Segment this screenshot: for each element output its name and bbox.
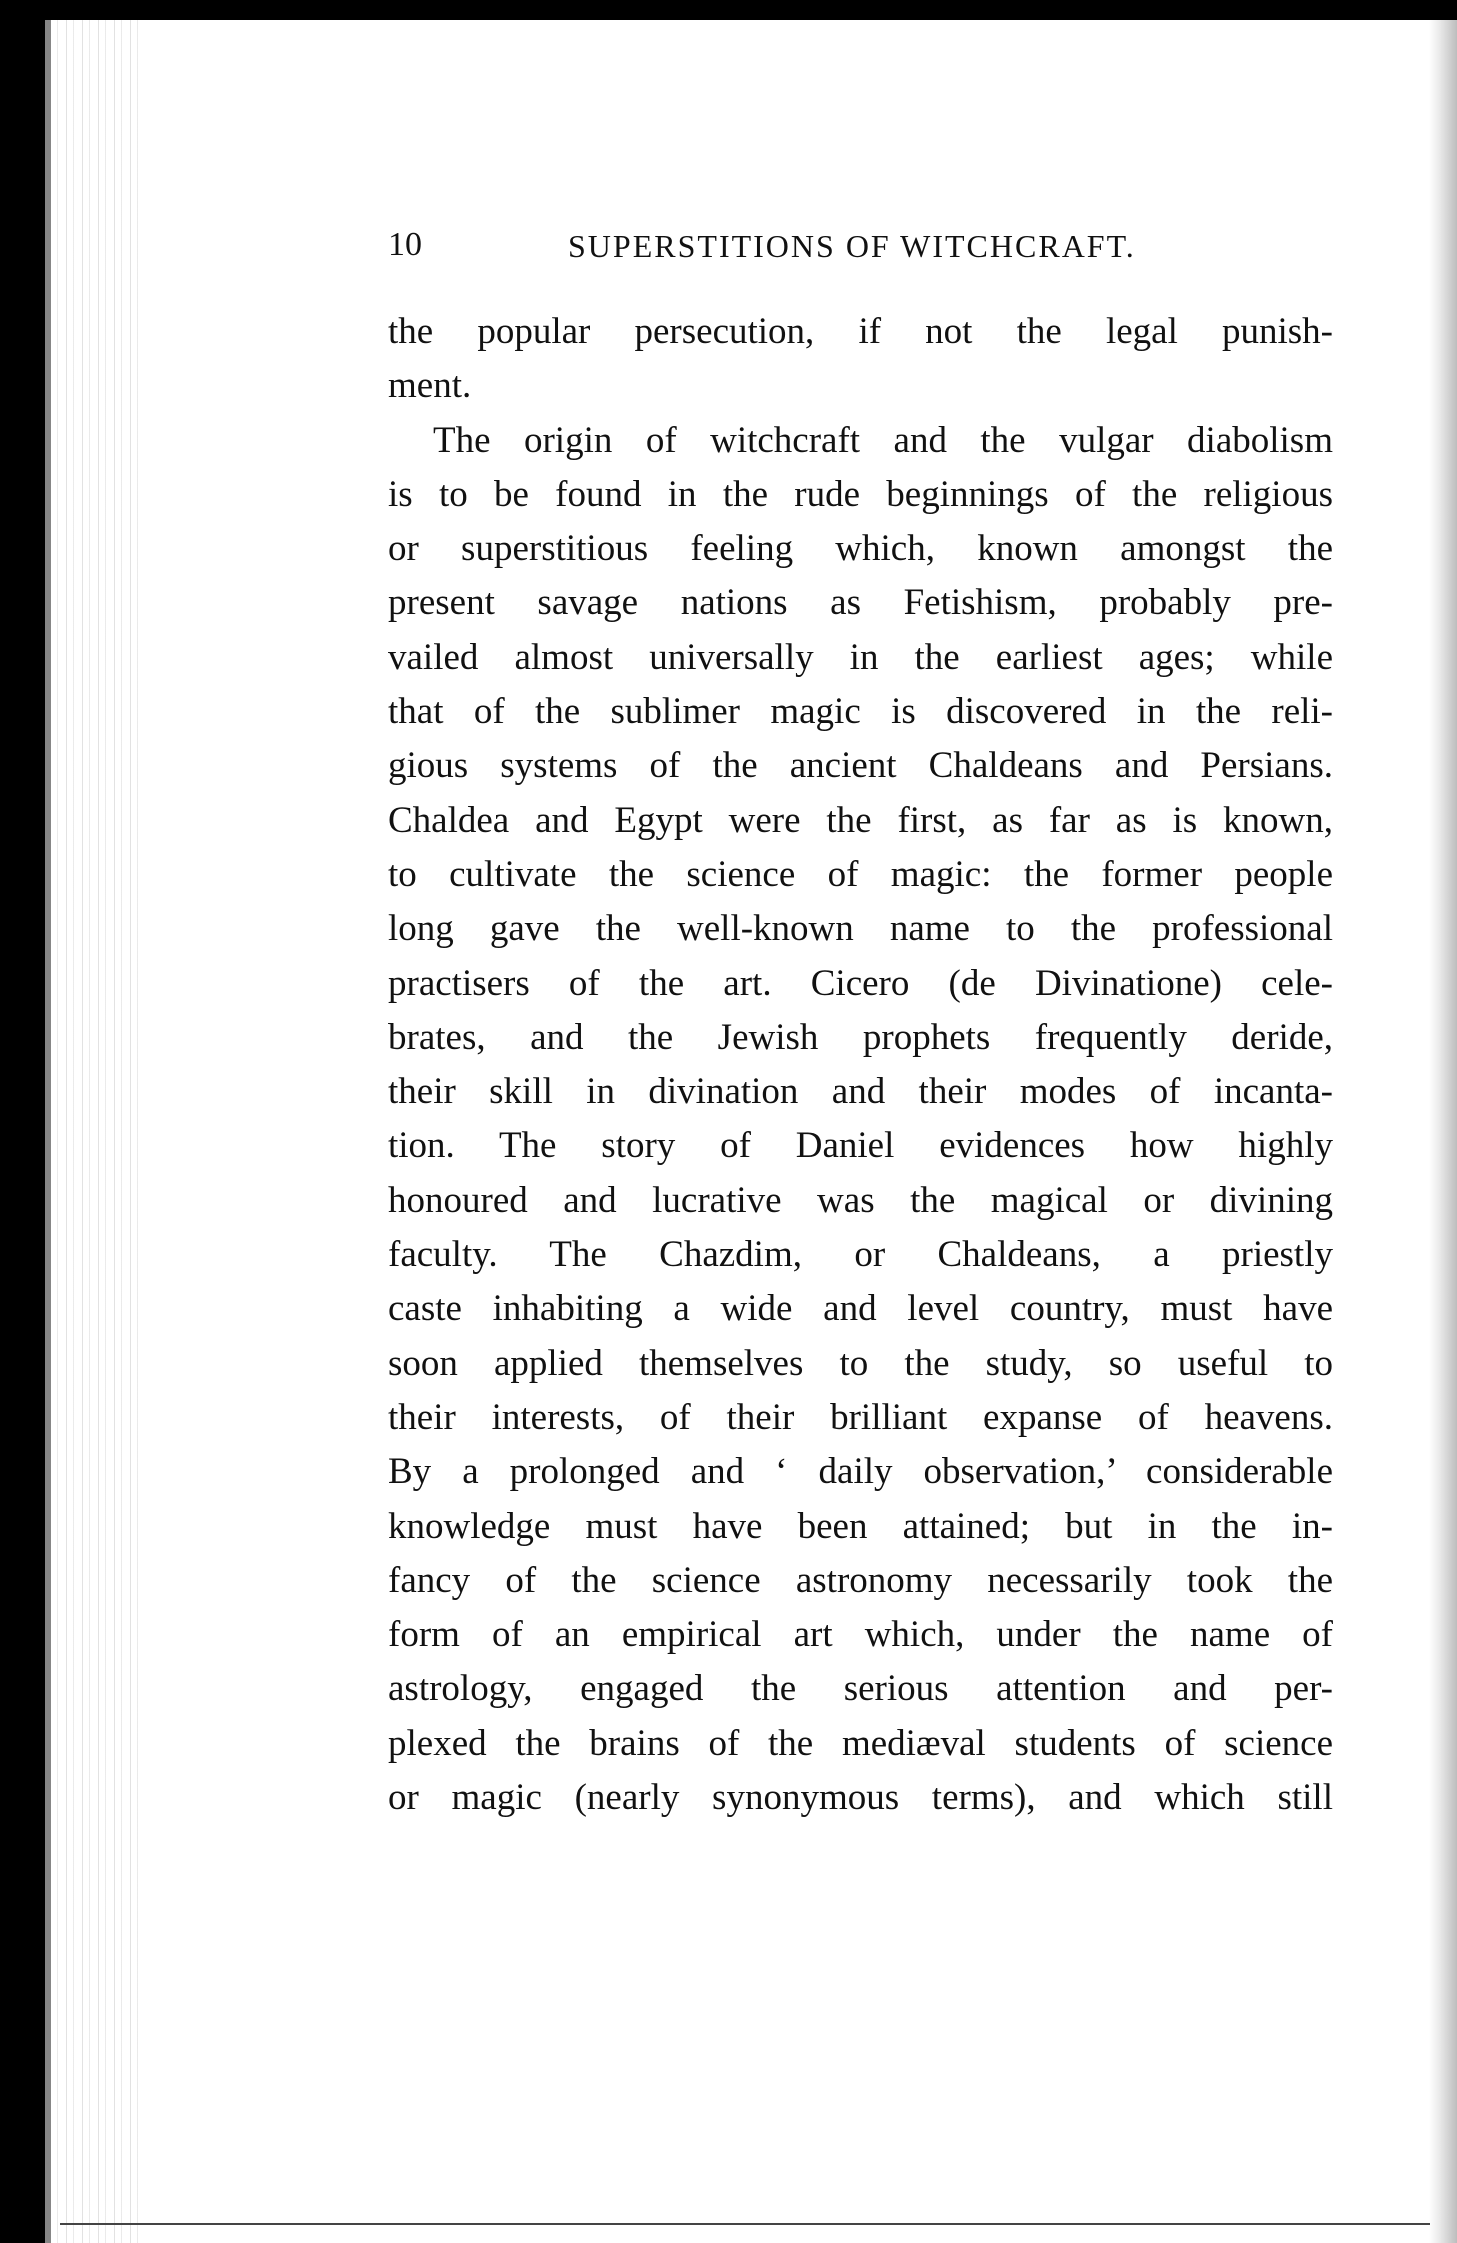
binding-gutter [51,20,141,2243]
text-line: that of the sublimer magic is discovered in the reli- [388,691,1333,733]
text-line: or superstitious feeling which, known amongst the [388,528,1333,570]
text-line: faculty. The Chazdim, or Chaldeans, a priestly [388,1234,1333,1276]
body-text [388,305,1333,1825]
text-line: honoured and lucrative was the magical or divining [388,1179,1333,1221]
scan-border-top [0,0,1457,20]
scan-border-left [0,0,45,2243]
text-line: form of an empirical art which, under the name of [388,1614,1333,1656]
text-line: long gave the well-known name to the professional [388,908,1333,950]
text-line: fancy of the science astronomy necessarily took the [388,1559,1333,1601]
text-line: ment. [388,365,472,407]
text-line: The origin of witchcraft and the vulgar diabolism [433,419,1333,461]
text-line: is to be found in the rude beginnings of the religious [388,473,1333,515]
text-line: their interests, of their brilliant expanse of heavens. [388,1396,1333,1438]
text-line: By a prolonged and ‘ daily observation,’ considerable [388,1451,1333,1493]
text-line: tion. The story of Daniel evidences how highly [388,1125,1333,1167]
text-line: practisers of the art. Cicero (de Divinatione) cele- [388,962,1333,1004]
text-line: Chaldea and Egypt were the first, as far as is known, [388,799,1333,841]
text-line: knowledge must have been attained; but in the in- [388,1505,1333,1547]
running-head [388,226,1368,276]
text-line: or magic (nearly synonymous terms), and which still [388,1777,1333,1819]
running-title: SUPERSTITIONS OF WITCHCRAFT. [568,228,1136,264]
text-line: caste inhabiting a wide and level country, must have [388,1288,1333,1330]
text-line: to cultivate the science of magic: the former people [388,853,1333,895]
text-line: vailed almost universally in the earliest ages; while [388,636,1333,678]
text-line: astrology, engaged the serious attention and per- [388,1668,1333,1710]
text-line: the popular persecution, if not the legal punish- [388,311,1333,352]
text-line: their skill in divination and their modes of incanta- [388,1071,1333,1113]
text-line: brates, and the Jewish prophets frequently deride, [388,1016,1333,1058]
text-line: gious systems of the ancient Chaldeans and Persians. [388,745,1333,787]
page-number: 10 [388,226,422,263]
page-edge-right [1429,20,1457,2243]
bottom-edge-rule [60,2223,1430,2225]
text-line: present savage nations as Fetishism, probably pre- [388,582,1333,624]
text-line: plexed the brains of the mediæval students of science [388,1722,1333,1764]
text-line: soon applied themselves to the study, so useful to [388,1342,1333,1384]
